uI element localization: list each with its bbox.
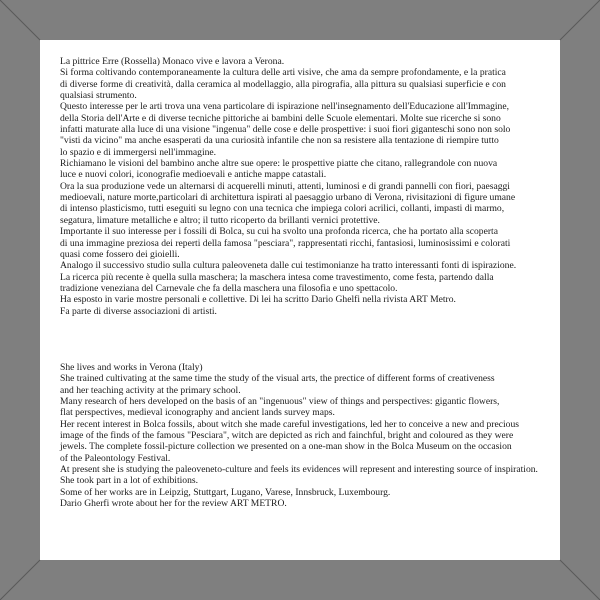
- text-line: Analogo il successivo studio sulla cultura paleoveneta dalle cui testimonianze ha tratto interessanti fonti di ispirazione.: [60, 260, 517, 272]
- text-line: Many research of hers developed on the basis of an "ingenuous" view of things and perspectives: gigantic flowers,: [60, 395, 500, 407]
- text-line: jewels. The complete fossil-picture collection we presented on a one-man show in the Bolca Museum on the occasion: [60, 441, 512, 453]
- text-line: La pittrice Erre (Rossella) Monaco vive e lavora a Verona.: [60, 56, 285, 67]
- text-line: La ricerca più recente è quella sulla maschera; la maschera intesa come travestimento, come festa, partendo dalla: [60, 271, 494, 283]
- text-line: segatura, limature metalliche e altro; il tutto ricoperto da brillanti vernici protettive.: [60, 214, 380, 226]
- text-line: of the Paleontology Festival.: [60, 452, 171, 464]
- text-line: di intenso plasticismo, tutti eseguiti su legno con una tecnica che impiega colori acrilici, collanti, impasti di marmo,: [60, 203, 505, 215]
- text-line: quasi come fossero dei gioielli.: [60, 248, 180, 260]
- text-line: Ora la sua produzione vede un alternarsi di acquerelli minuti, attenti, luminosi e di grandi pannelli con fiori, paesaggi: [60, 180, 510, 192]
- text-line: Some of her works are in Leipzig, Stuttgart, Lugano, Varese, Innsbruck, Luxembourg.: [60, 486, 391, 498]
- text-line: Fa parte di diverse associazioni di artisti.: [60, 305, 217, 317]
- text-line: medioevali, nature morte,particolari di architettura ispirati al paesaggio urbano di Verona, rivisitazioni di figure umane: [60, 192, 516, 204]
- text-line: qualsiasi strumento.: [60, 90, 137, 102]
- text-line: infatti maturate alla luce di una visione "ingenua" delle cose e delle prospettive: i suoi fiori giganteschi sono non solo: [60, 124, 511, 136]
- text-line: Importante il suo interesse per i fossili di Bolca, su cui ha svolto una profonda ricerca, che ha portato alla scoperta: [60, 226, 498, 238]
- text-line: She trained cultivating at the same time the study of the visual arts, the prectice of different forms of creativeness: [60, 373, 495, 385]
- document-text: [60, 56, 552, 509]
- text-line: Questo interesse per le arti trova una vena particolare di ispirazione nell'insegnamento dell'Educazione all'Immagine,: [60, 101, 509, 113]
- english-section: [60, 362, 552, 509]
- text-line: At present she is studying the paleoveneto-culture and feels its evidences will represent and interesting source of inspiration.: [60, 464, 538, 475]
- text-line: Si forma coltivando contemporaneamente la cultura delle arti visive, che ama da sempre profondamente, e la pratica: [60, 67, 506, 79]
- text-line: Ha esposto in varie mostre personali e collettive. Di lei ha scritto Dario Ghelfi nella rivista ART Metro.: [60, 294, 456, 306]
- text-line: Richiamano le visioni del bambino anche altre sue opere: le prospettive piatte che citano, rallegrandole con nuova: [60, 158, 498, 170]
- text-line: She lives and works in Verona (Italy): [60, 361, 203, 373]
- section-spacer: [60, 317, 552, 362]
- text-line: lo spazio e di immergersi nell'immagine.: [60, 146, 217, 158]
- text-line: "visti da vicino" ma anche esasperati da una curiosità infantile che non sa resistere alla tentazione di riempire tutto: [60, 135, 499, 147]
- text-line: di una immagine preziosa dei reperti della famosa "pesciara", rappresentati ricchi, fantasiosi, luminosissimi e colorati: [60, 237, 511, 249]
- document-page: [40, 40, 560, 560]
- text-line: di diverse forme di creatività, dalla ceramica al modellaggio, alla pirografia, alla pittura su qualsiasi superficie e con: [60, 78, 506, 90]
- text-line: and her teaching activity at the primary school.: [60, 384, 241, 396]
- text-line: She took part in a lot of exhibitions.: [60, 475, 199, 487]
- text-line: image of the finds of the famous "Pesciara", witch are depicted as rich and fainchful, bright and coloured as they were: [60, 429, 514, 441]
- text-line: flat perspectives, medieval iconography and ancient lands survey maps.: [60, 407, 335, 419]
- text-line: Dario Gherfi wrote about her for the review ART METRO.: [60, 498, 287, 510]
- italian-section: [60, 56, 552, 317]
- text-line: della Storia dell'Arte e di diverse tecniche pittoriche ai bambini delle Scuole elementari. Molte sue ricerche si sono: [60, 112, 501, 124]
- text-line: Her recent interest in Bolca fossils, about witch she made careful investigations, led her to conceive a new and precious: [60, 418, 520, 430]
- text-line: luce e nuovi colori, iconografie medioevali e antiche mappe catastali.: [60, 169, 327, 181]
- text-line: tradizione veneziana del Carnevale che fa della maschera una filosofia e uno spettacolo.: [60, 282, 398, 294]
